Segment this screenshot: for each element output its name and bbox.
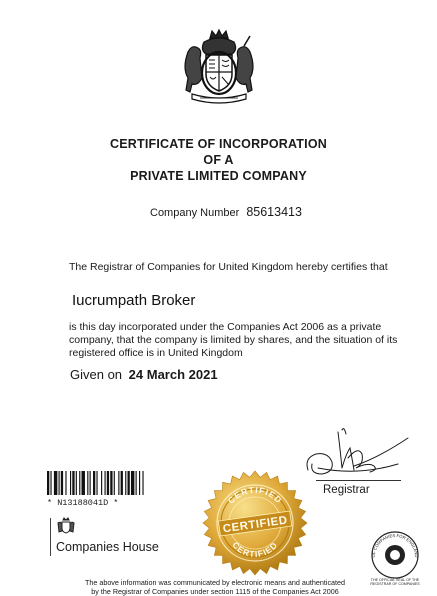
barcode-bar bbox=[76, 471, 77, 495]
stamp-text-top: CERTIFIED bbox=[225, 484, 285, 506]
barcode-bar bbox=[105, 471, 106, 495]
barcode-bar bbox=[142, 471, 143, 495]
registrar-official-seal-icon bbox=[365, 527, 425, 587]
barcode-bar bbox=[47, 471, 49, 495]
barcode-bar bbox=[96, 471, 97, 495]
companies-house-name: Companies House bbox=[56, 540, 159, 554]
barcode-bar bbox=[101, 471, 102, 495]
given-on-row bbox=[70, 367, 218, 382]
incorporation-statement: is this day incorporated under the Companies Act 2006 as a private company, that the company is limited by shares, and the situation of its registered office is in United Kingdom bbox=[69, 321, 398, 359]
barcode-bar bbox=[70, 471, 71, 495]
signature-line bbox=[316, 480, 401, 481]
company-number-value: 85613413 bbox=[246, 205, 302, 219]
barcode-bar bbox=[118, 471, 119, 495]
barcode-bar bbox=[50, 471, 51, 495]
barcode-bar bbox=[90, 471, 91, 495]
certified-gold-seal-icon bbox=[201, 469, 309, 577]
given-on-date: 24 March 2021 bbox=[128, 367, 218, 382]
barcode-icon bbox=[47, 471, 197, 495]
barcode-bar bbox=[72, 471, 74, 495]
royal-coat-of-arms-icon bbox=[178, 28, 260, 104]
footer-line-1: The above information was communicated by electronic means and authenticated bbox=[84, 578, 346, 587]
barcode-bar bbox=[87, 471, 88, 495]
barcode-bar bbox=[114, 471, 115, 495]
registrar-label: Registrar bbox=[323, 484, 370, 496]
barcode-bar bbox=[59, 471, 60, 495]
footer-note bbox=[60, 578, 370, 596]
registrar-statement: The Registrar of Companies for United Kingdom hereby certifies that bbox=[69, 261, 388, 273]
company-name: Iucrumpath Broker bbox=[72, 292, 196, 309]
stamp-text-middle: CERTIFIED bbox=[222, 514, 289, 536]
certificate-title-line-3: PRIVATE LIMITED COMPANY bbox=[130, 169, 307, 183]
footer-line-2: by the Registrar of Companies under section 1115 of the Companies Act 2006 bbox=[91, 587, 339, 596]
barcode-bar bbox=[128, 471, 130, 495]
barcode-bar bbox=[125, 471, 126, 495]
companies-house-divider bbox=[50, 518, 51, 556]
company-number-row bbox=[150, 205, 302, 219]
seal-caption: THE OFFICIAL SEAL OF THE REGISTRAR OF COMPANIES bbox=[370, 578, 420, 586]
barcode-bar bbox=[107, 471, 109, 495]
seal-ring-text: OF COMPANIES FOR ENGLAND bbox=[370, 532, 420, 558]
barcode-bar bbox=[131, 471, 134, 495]
barcode-bar bbox=[136, 471, 137, 495]
given-on-label: Given on bbox=[70, 367, 123, 382]
barcode-bar bbox=[121, 471, 123, 495]
barcode-bar bbox=[54, 471, 57, 495]
barcode-bar bbox=[82, 471, 85, 495]
certificate-title-line-2: OF A bbox=[203, 153, 234, 167]
barcode-number: * N13188041D * bbox=[47, 498, 119, 508]
barcode-bar bbox=[65, 471, 66, 495]
barcode-bar bbox=[93, 471, 95, 495]
companies-house-crest-icon bbox=[56, 517, 76, 535]
stamp-text-bottom: CERTIFIED bbox=[230, 539, 280, 560]
certificate-title-line-1: CERTIFICATE OF INCORPORATION bbox=[110, 137, 327, 151]
barcode-bar bbox=[139, 471, 140, 495]
registrar-signature-icon bbox=[298, 418, 418, 482]
barcode-bar bbox=[79, 471, 80, 495]
barcode-bar bbox=[110, 471, 112, 495]
company-number-label: Company Number bbox=[150, 207, 240, 219]
barcode-bar bbox=[61, 471, 63, 495]
